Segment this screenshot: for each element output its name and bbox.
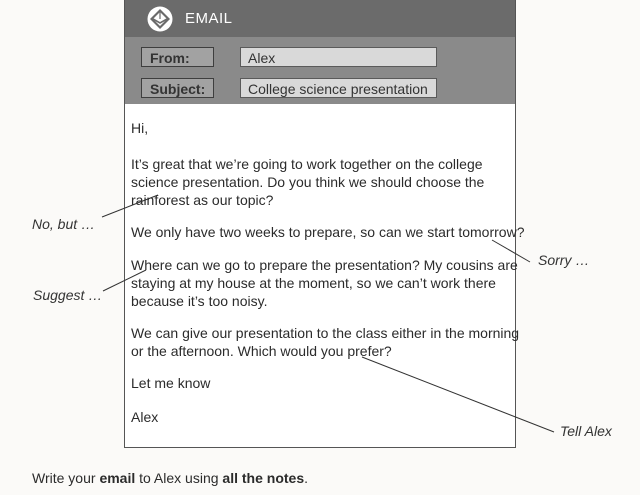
subject-label: Subject: [141, 78, 214, 98]
body-line: rainforest as our topic? [131, 192, 274, 208]
note-sorry: Sorry … [538, 252, 590, 268]
note-suggest: Suggest … [33, 287, 103, 303]
subject-field: College science presentation [240, 78, 437, 98]
body-line: We can give our presentation to the class either in the morning [131, 325, 520, 341]
body-line: We only have two weeks to prepare, so can we start tomorrow? [131, 224, 525, 240]
instruction-bold-notes: all the notes [222, 470, 305, 486]
note-line-sorry [492, 240, 530, 262]
note-line-tell-alex [362, 357, 554, 432]
body-line: staying at my house at the moment, so we can’t work there [131, 275, 496, 291]
email-greeting: Hi, [131, 120, 149, 136]
body-line: It’s great that we’re going to work together on the college [131, 156, 483, 172]
email-signature: Alex [131, 409, 159, 425]
from-field: Alex [240, 47, 437, 67]
body-line: or the afternoon. Which would you prefer? [131, 343, 392, 359]
instruction-text: . [304, 470, 308, 486]
task-instruction [32, 470, 308, 486]
body-line: because it’s too noisy. [131, 293, 268, 309]
instruction-bold-email: email [99, 470, 136, 486]
instruction-text: to Alex using [135, 470, 223, 486]
email-title: EMAIL [185, 10, 233, 27]
note-line-suggest [103, 270, 146, 291]
note-line-no-but [102, 195, 158, 217]
from-label: From: [141, 47, 214, 67]
body-line: science presentation. Do you think we should choose the [131, 174, 485, 190]
note-tell-alex: Tell Alex [560, 423, 612, 439]
email-signoff: Let me know [131, 375, 211, 391]
note-no-but: No, but … [32, 216, 96, 232]
body-line: Where can we go to prepare the presentation? My cousins are [131, 257, 518, 273]
instruction-text: Write your [32, 470, 100, 486]
